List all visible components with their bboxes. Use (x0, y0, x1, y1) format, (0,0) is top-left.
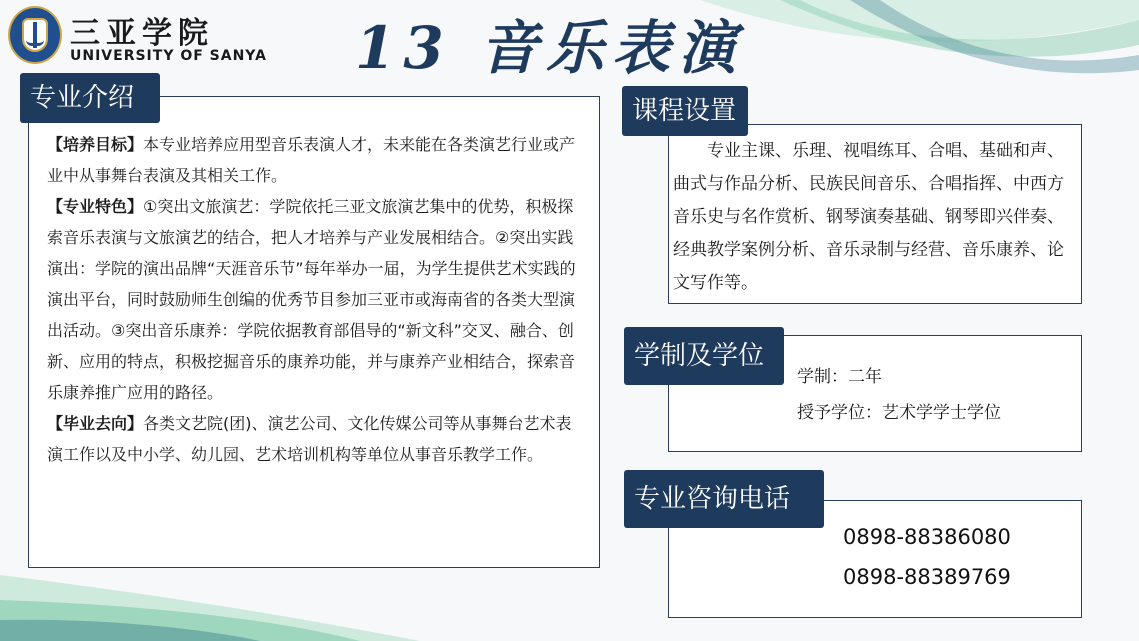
courses-panel (668, 124, 1082, 304)
intro-text: 各类文艺院(团)、演艺公司、文化传媒公司等从事舞台艺术表演工作以及中小学、幼儿园、艺术培训机构等单位从事音乐教学工作。 (47, 414, 572, 464)
intro-label: 【专业特色】 (47, 197, 144, 216)
phone-number-2: 0898-88389769 (843, 565, 1011, 589)
university-name-en: UNIVERSITY OF SANYA (70, 48, 267, 64)
intro-content (47, 129, 587, 470)
phone-number-1: 0898-88386080 (843, 525, 1011, 549)
intro-paragraph-features (47, 191, 587, 408)
intro-label: 【毕业去向】 (47, 414, 144, 433)
intro-paragraph-career (47, 408, 587, 470)
university-name-cn: 三亚学院 (70, 16, 214, 51)
education-section-tag: 学制及学位 (624, 327, 784, 385)
education-duration: 学制：二年 (797, 367, 882, 387)
courses-section-tag: 课程设置 (622, 86, 748, 136)
intro-panel (28, 96, 600, 568)
page-title: 13 音乐表演 (355, 14, 744, 82)
education-degree: 授予学位：艺术学学士学位 (797, 403, 1001, 423)
intro-label: 【培养目标】 (47, 135, 144, 154)
intro-section-tag: 专业介绍 (20, 73, 160, 123)
university-seal-icon (8, 6, 62, 64)
contact-section-tag: 专业咨询电话 (624, 470, 824, 528)
intro-text: ①突出文旅演艺：学院依托三亚文旅演艺集中的优势，积极探索音乐表演与文旅演艺的结合，把人才培养与产业发展相结合。②突出实践演出：学院的演出品牌“天涯音乐节”每年举办一届，为学生提供艺术实践的演出平台，同时鼓励师生创编的优秀节目参加三亚市或海南省的各类大型演出活动。③突出音乐康养：学院依据教育部倡导的“新文科”交叉、融合、创新、应用的特点，积极挖掘音乐的康养功能，并与康养产业相结合，探索音乐康养推广应用的路径。 (47, 197, 576, 402)
university-logo (8, 6, 267, 68)
intro-paragraph-goal (47, 129, 587, 191)
courses-text: 专业主课、乐理、视唱练耳、合唱、基础和声、曲式与作品分析、民族民间音乐、合唱指挥、中西方音乐史与名作赏析、钢琴演奏基础、钢琴即兴伴奏、经典教学案例分析、音乐录制与经营、音乐康养、论文写作等。 (673, 141, 1064, 293)
intro-text: 本专业培养应用型音乐表演人才，未来能在各类演艺行业或产业中从事舞台表演及其相关工作。 (47, 135, 576, 185)
